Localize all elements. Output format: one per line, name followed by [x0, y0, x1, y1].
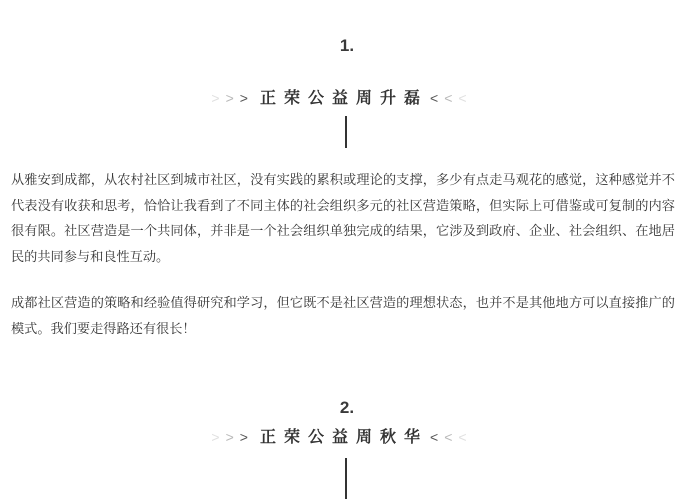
section-1-paragraph-2: 成都社区营造的策略和经验值得研究和学习，但它既不是社区营造的理想状态，也并不是其他地方可以直接推广的模式。我们要走得路还有很长！ [11, 296, 675, 337]
section-1-heading [0, 88, 684, 108]
right-arrows-decoration: <<< [430, 429, 473, 445]
left-arrows-decoration: >>> [211, 90, 254, 106]
left-arrows-decoration: >>> [211, 429, 254, 445]
section-1-paragraph-1: 从雅安到成都，从农村社区到城市社区，没有实践的累积或理论的支撑，多少有点走马观花的感觉，这种感觉并不代表没有收获和思考，恰恰让我看到了不同主体的社会组织多元的社区营造策略，但实际上可借鉴或可复制的内容很有限。社区营造是一个共同体，并非是一个社会组织单独完成的结果，它涉及到政府、企业、社会组织、在地居民的共同参与和良性互动。 [11, 173, 675, 265]
section-2-title: 正荣公益周秋华 [259, 427, 428, 446]
section-2-divider [345, 458, 347, 499]
section-1-title: 正荣公益周升磊 [259, 88, 428, 107]
section-1-divider [345, 116, 347, 148]
section-1-number: 1. [339, 36, 355, 55]
section-2-number: 2. [339, 398, 355, 417]
right-arrows-decoration: <<< [430, 90, 473, 106]
section-2-heading [0, 427, 684, 447]
